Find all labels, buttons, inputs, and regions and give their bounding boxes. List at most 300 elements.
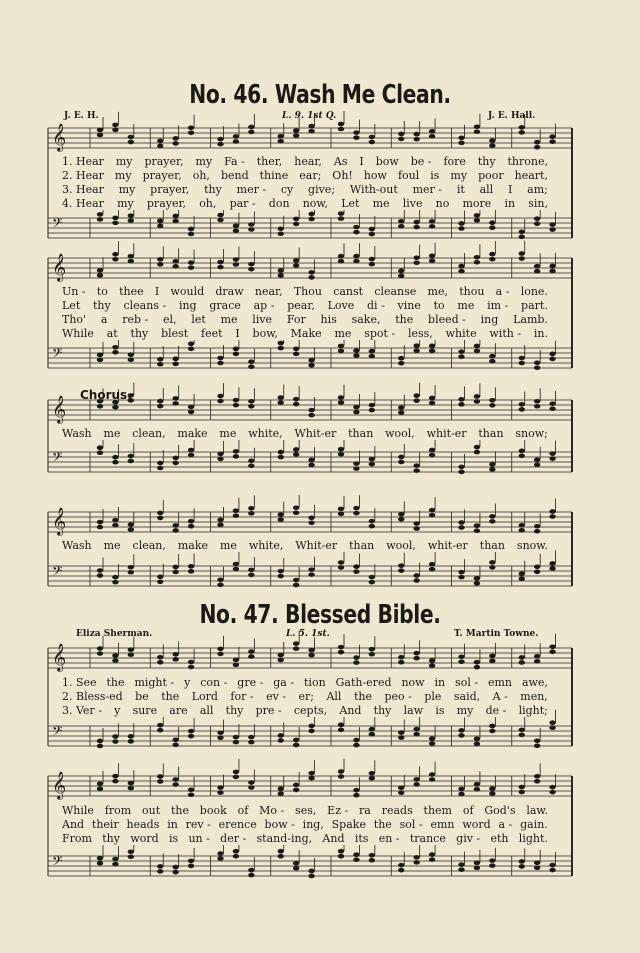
note-head [112,518,118,523]
hymn-46-verse-4-line-2: While at thy blest feet I bow, Make me spot - less, white with - in. [62,327,548,340]
treble-clef-icon: 𝄞 [52,643,67,671]
note-head [112,128,118,133]
note-head [369,349,375,354]
note-head [172,528,178,533]
note-head [353,660,359,665]
note-head [413,578,419,583]
note-head [172,396,178,401]
note-head [398,132,404,137]
note-head [489,565,495,570]
note-head [489,858,495,863]
note-head [217,399,223,404]
note-head [369,262,375,267]
note-head [128,357,134,362]
note-head [217,731,223,736]
note-head [398,863,404,868]
note-head [248,359,254,364]
note-head [474,861,480,866]
note-head [353,655,359,660]
hymn-47-title: No. 47. Blessed Bible. [199,600,441,630]
note-head [398,785,404,790]
note-head [353,410,359,415]
note-head [398,137,404,142]
note-head [293,258,299,263]
note-head [128,739,134,744]
note-head [248,654,254,659]
note-head [293,866,299,871]
note-head [549,785,555,790]
note-head [549,863,555,868]
hymn-47-verse-1-line-2: While from out the book of Mo - ses, Ez - ra reads them of God's law. [62,804,548,817]
note-head [369,858,375,863]
note-head [458,221,464,226]
note-head [519,125,525,130]
hymn-47-verse-1: 1. See the might - y con - gre - ga - tion Gath-ered now in sol - emn awe, [62,676,548,689]
note-head [369,524,375,529]
note-head [369,732,375,737]
note-head [369,462,375,467]
note-head [278,400,284,405]
note-head [413,468,419,473]
note-head [217,523,223,528]
note-head [413,398,419,403]
note-head [293,263,299,268]
note-head [398,655,404,660]
note-head [338,560,344,565]
note-head [369,727,375,732]
note-head [519,660,525,665]
note-head [338,452,344,457]
note-head [157,774,163,779]
note-head [534,564,540,569]
note-head [549,456,555,461]
note-head [519,571,525,576]
note-head [172,214,178,219]
note-head [308,124,314,129]
note-head [369,776,375,781]
note-head [474,213,480,218]
note-head [112,779,118,784]
chorus-line-1: Wash me clean, make me white, Whit-er than wool, whit-er than snow; [62,427,548,440]
note-head [489,659,495,664]
note-head [128,652,134,657]
note-head [188,792,194,797]
note-head [278,231,284,236]
note-head [157,516,163,521]
note-head [534,865,540,870]
note-head [112,345,118,350]
note-head [413,732,419,737]
note-head [458,354,464,359]
hymn-46-verse-3: 3. Hear my prayer, thy mer - cy give; With-out mer - it all I am; [62,183,548,196]
note-head [293,352,299,357]
note-head [519,402,525,407]
treble-clef-icon: 𝄞 [52,771,67,799]
note-head [217,518,223,523]
note-head [172,570,178,575]
note-head [429,448,435,453]
note-head [398,512,404,517]
note-head [413,860,419,865]
hymn-46-verse-2-line-2: Let thy cleans - ing grace ap - pear, Love di - vine to me im - part. [62,299,548,312]
note-head [308,567,314,572]
note-head [248,740,254,745]
hymn-47-verse-3: 3. Ver - y sure are all thy pre - cepts, And thy law is my de - light; [62,704,548,717]
note-head [308,129,314,134]
note-head [489,786,495,791]
note-head [112,221,118,226]
note-head [534,264,540,269]
note-head [458,402,464,407]
note-head [458,575,464,580]
note-head [233,508,239,513]
note-head [534,654,540,659]
note-head [278,854,284,859]
note-head [549,650,555,655]
note-head [353,254,359,259]
note-head [128,135,134,140]
note-head [97,358,103,363]
note-head [293,788,299,793]
note-head [474,450,480,455]
note-head [128,140,134,145]
note-head [128,786,134,791]
note-head [217,785,223,790]
note-head [308,653,314,658]
note-head [413,526,419,531]
note-head [217,137,223,142]
note-head [398,410,404,415]
note-head [534,360,540,365]
note-head [429,453,435,458]
note-head [474,528,480,533]
note-head [338,127,344,132]
note-head [233,228,239,233]
note-head [489,403,495,408]
note-head [233,223,239,228]
note-head [369,232,375,237]
hymn-47-verse-3-line-2: From thy word is un - der - stand-ing, And its en - trance giv - eth light. [62,832,548,845]
note-head [172,456,178,461]
note-head [157,357,163,362]
note-head [157,728,163,733]
treble-clef-icon: 𝄞 [52,507,67,535]
note-head [519,733,525,738]
note-head [489,462,495,467]
note-head [489,398,495,403]
note-head [429,508,435,513]
note-head [293,641,299,646]
note-head [278,653,284,658]
note-head [398,568,404,573]
note-head [519,728,525,733]
note-head [519,785,525,790]
note-head [293,217,299,222]
note-head [398,735,404,740]
note-head [474,399,480,404]
note-head [293,402,299,407]
note-head [278,395,284,400]
note-head [248,222,254,227]
note-head [489,724,495,729]
note-head [157,404,163,409]
note-head [248,464,254,469]
note-head [278,268,284,273]
note-head [519,251,525,256]
hymn-46-title: No. 46. Wash Me Clean. [189,80,451,110]
note-head [172,523,178,528]
note-head [217,394,223,399]
note-head [489,225,495,230]
note-head [97,651,103,656]
note-head [369,519,375,524]
note-head [157,466,163,471]
hymn-46-composer: J. E. Hall. [488,111,536,121]
note-head [534,779,540,784]
note-head [458,520,464,525]
note-head [549,514,555,519]
note-head [429,852,435,857]
note-head [248,573,254,578]
note-head [398,790,404,795]
note-head [353,135,359,140]
note-head [353,511,359,516]
note-head [429,219,435,224]
note-head [474,576,480,581]
note-head [157,655,163,660]
note-head [278,450,284,455]
note-head [97,133,103,138]
note-head [549,352,555,357]
note-head [128,734,134,739]
note-head [248,735,254,740]
note-head [128,522,134,527]
note-head [429,349,435,354]
note-head [308,413,314,418]
note-head [217,265,223,270]
note-head [489,654,495,659]
note-head [534,860,540,865]
note-head [128,218,134,223]
note-head [233,403,239,408]
note-head [112,523,118,528]
note-head [369,140,375,145]
note-head [369,575,375,580]
note-head [534,529,540,534]
note-head [128,459,134,464]
note-head [338,259,344,264]
note-head [233,398,239,403]
note-head [293,783,299,788]
note-head [188,260,194,265]
note-head [172,141,178,146]
note-head [157,257,163,262]
note-head [233,513,239,518]
note-head [338,447,344,452]
note-head [157,461,163,466]
note-head [534,457,540,462]
note-head [458,733,464,738]
note-head [458,226,464,231]
note-head [172,401,178,406]
note-head [429,224,435,229]
note-head [489,514,495,519]
note-head [278,226,284,231]
note-head [293,397,299,402]
note-head [398,219,404,224]
note-head [97,744,103,749]
note-head [458,659,464,664]
note-head [413,348,419,353]
note-head [534,365,540,370]
note-head [157,511,163,516]
note-head [188,410,194,415]
note-head [398,455,404,460]
note-head [97,273,103,278]
note-head [353,793,359,798]
note-head [458,136,464,141]
note-head [353,405,359,410]
note-head [233,849,239,854]
note-head [549,561,555,566]
note-head [338,650,344,655]
note-head [519,230,525,235]
note-head [248,873,254,878]
note-head [369,408,375,413]
note-head [369,853,375,858]
note-head [519,130,525,135]
note-head [278,341,284,346]
note-head [429,396,435,401]
note-head [233,567,239,572]
note-head [233,562,239,567]
note-head [172,657,178,662]
note-head [248,130,254,135]
note-head [97,861,103,866]
note-head [172,219,178,224]
note-head [549,868,555,873]
note-head [369,135,375,140]
note-head [172,777,178,782]
note-head [128,781,134,786]
note-head [112,580,118,585]
note-head [458,397,464,402]
note-head [293,347,299,352]
note-head [398,361,404,366]
note-head [338,723,344,728]
note-head [398,563,404,568]
note-head [489,354,495,359]
note-head [458,792,464,797]
note-head [278,273,284,278]
note-head [97,450,103,455]
note-head [519,864,525,869]
note-head [97,646,103,651]
note-head [458,862,464,867]
note-head [429,658,435,663]
note-head [233,663,239,668]
note-head [97,786,103,791]
note-head [474,124,480,129]
note-head [157,779,163,784]
note-head [474,344,480,349]
note-head [369,354,375,359]
treble-clef-icon: 𝄞 [52,253,67,281]
note-head [128,352,134,357]
note-head [413,137,419,142]
note-head [157,864,163,869]
note-head [353,461,359,466]
note-head [217,647,223,652]
note-head [534,774,540,779]
note-head [233,352,239,357]
note-head [112,257,118,262]
note-head [278,786,284,791]
note-head [338,254,344,259]
note-head [97,353,103,358]
note-head [248,506,254,511]
note-head [248,125,254,130]
note-head [97,573,103,578]
note-head [398,274,404,279]
hymn-47-meter: L. 5. 1st. [286,629,330,639]
note-head [413,132,419,137]
note-head [519,523,525,528]
hymn-47-composer: T. Martin Towne. [454,629,539,639]
note-head [429,129,435,134]
note-head [458,787,464,792]
note-head [112,862,118,867]
note-head [458,654,464,659]
note-head [369,647,375,652]
note-head [549,509,555,514]
note-head [248,511,254,516]
note-head [534,404,540,409]
note-head [308,270,314,275]
chorus-label: Chorus. [80,388,132,402]
note-head [338,728,344,733]
note-head [293,133,299,138]
note-head [413,260,419,265]
note-head [278,574,284,579]
note-head [489,467,495,472]
note-head [549,134,555,139]
note-head [429,562,435,567]
note-head [489,143,495,148]
note-head [128,527,134,532]
note-head [398,868,404,873]
note-head [308,520,314,525]
note-head [172,565,178,570]
note-head [293,861,299,866]
note-head [338,349,344,354]
hymn-46-verse-1-line-2: Un - to thee I would draw near, Thou canst cleanse me, thou a - lone. [62,285,548,298]
note-head [338,211,344,216]
note-head [248,404,254,409]
note-head [429,567,435,572]
note-head [474,737,480,742]
note-head [172,738,178,743]
note-head [278,738,284,743]
note-head [112,857,118,862]
note-head [353,857,359,862]
note-head [308,458,314,463]
note-head [353,225,359,230]
hymn-47-verse-2: 2. Bless-ed be the Lord for - ev - er; All the peo - ple said, A - men, [62,690,548,703]
note-head [534,524,540,529]
note-head [458,349,464,354]
note-head [534,738,540,743]
